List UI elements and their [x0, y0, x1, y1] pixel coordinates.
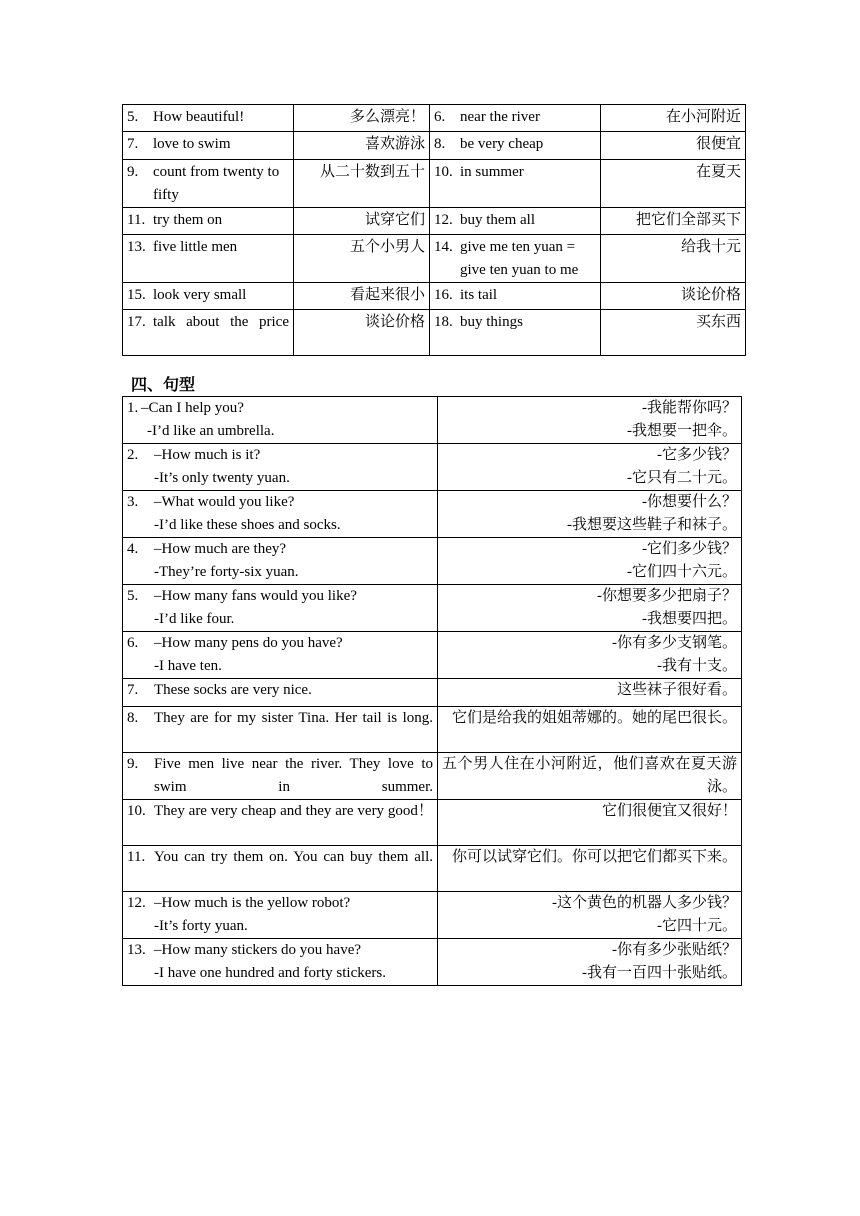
chinese-sentence: -它多少钱？: [657, 447, 737, 463]
sentence-english-cell: [123, 707, 438, 753]
item-number: 6.: [127, 635, 139, 651]
chinese-meaning: 买东西: [695, 314, 741, 330]
chinese-meaning: 谈论价格: [680, 287, 741, 303]
vocab-row: [123, 160, 746, 208]
item-number: 9.: [127, 164, 139, 180]
chinese-sentence: -这个黄色的机器人多少钱？: [552, 895, 737, 911]
chinese-response: -我想要一把伞。: [627, 423, 737, 439]
vocab-english-cell: [123, 132, 294, 160]
chinese-sentence: -你想要什么？: [642, 494, 737, 510]
item-number: 2.: [127, 447, 139, 463]
sentence-row: [123, 892, 742, 939]
chinese-sentence: 你可以试穿它们。你可以把它们都买下来。: [451, 849, 737, 865]
english-phrase: near the river: [460, 109, 540, 125]
vocab-english-cell: [430, 105, 601, 132]
english-response: -I have one hundred and forty stickers.: [154, 965, 387, 981]
sentence-english-cell: [123, 679, 438, 707]
english-sentence: –How many stickers do you have?: [154, 942, 362, 958]
sentence-chinese-cell: [438, 707, 742, 753]
chinese-response: -它只有二十元。: [627, 470, 737, 486]
chinese-sentence: -你想要多少把扇子？: [597, 588, 737, 604]
english-response: -They’re forty-six yuan.: [154, 564, 299, 580]
chinese-sentence: -你有多少张贴纸？: [612, 942, 737, 958]
chinese-response: -我想要四把。: [642, 611, 737, 627]
english-sentence: You can try them on. You can buy them all.: [154, 849, 433, 865]
chinese-response: -它四十元。: [657, 918, 737, 934]
vocab-chinese-cell: [294, 208, 430, 235]
english-sentence: These socks are very nice.: [154, 682, 312, 698]
vocab-row: [123, 105, 746, 132]
sentence-row: [123, 679, 742, 707]
sentence-chinese-cell: [438, 753, 742, 800]
chinese-response: -我想要这些鞋子和袜子。: [567, 517, 737, 533]
sentence-chinese-cell: [438, 846, 742, 892]
vocab-chinese-cell: [601, 105, 746, 132]
english-phrase: its tail: [460, 287, 498, 303]
item-number: 11.: [127, 212, 146, 228]
chinese-sentence: 它们是给我的姐姐蒂娜的。她的尾巴很长。: [451, 710, 737, 726]
english-sentence: They are for my sister Tina. Her tail is long.: [154, 710, 433, 726]
sentence-chinese-cell: [438, 939, 742, 986]
chinese-meaning: 试穿它们: [364, 212, 425, 228]
chinese-response: -我有一百四十张贴纸。: [582, 965, 737, 981]
item-number: 5.: [127, 588, 139, 604]
chinese-sentence: 这些袜子很好看。: [616, 682, 737, 698]
vocab-row: [123, 208, 746, 235]
sentence-chinese-cell: [438, 632, 742, 679]
english-phrase: How beautiful!: [153, 109, 245, 125]
sentence-english-cell: [123, 538, 438, 585]
english-response: -I’d like these shoes and socks.: [154, 517, 341, 533]
vocab-chinese-cell: [294, 283, 430, 310]
sentence-chinese-cell: [438, 585, 742, 632]
section-heading: 四、句型: [131, 375, 196, 394]
english-sentence: They are very cheap and they are very good！: [154, 803, 433, 819]
item-number: 5.: [127, 109, 139, 125]
sentence-table: [122, 396, 742, 986]
english-sentence: –How much are they?: [154, 541, 287, 557]
english-response: -I have ten.: [154, 658, 222, 674]
vocab-chinese-cell: [294, 235, 430, 283]
item-number: 3.: [127, 494, 139, 510]
chinese-meaning: 在夏天: [695, 164, 741, 180]
vocab-english-cell: [123, 310, 294, 356]
english-phrase: buy things: [460, 314, 523, 330]
item-number: 7.: [127, 682, 139, 698]
item-number: 13.: [127, 239, 146, 255]
sentence-row: [123, 632, 742, 679]
vocabulary-rows: [123, 105, 746, 356]
chinese-meaning: 看起来很小: [349, 287, 425, 303]
sentence-row: [123, 585, 742, 632]
vocab-chinese-cell: [294, 132, 430, 160]
english-phrase: be very cheap: [460, 136, 544, 152]
sentence-english-cell: [123, 846, 438, 892]
item-number: 17.: [127, 314, 146, 330]
english-sentence: Five men live near the river. They love to swim in summer.: [154, 756, 433, 795]
sentence-row: [123, 846, 742, 892]
chinese-meaning: 很便宜: [695, 136, 741, 152]
vocab-english-cell: [430, 283, 601, 310]
chinese-meaning: 喜欢游泳: [364, 136, 425, 152]
chinese-meaning: 在小河附近: [665, 109, 741, 125]
vocabulary-table: [122, 104, 746, 356]
vocab-row: [123, 235, 746, 283]
english-phrase: buy them all: [460, 212, 535, 228]
chinese-meaning: 五个小男人: [349, 239, 425, 255]
item-number: 10.: [127, 803, 146, 819]
english-phrase: five little men: [153, 239, 238, 255]
english-sentence: –What would you like?: [154, 494, 295, 510]
item-number: 8.: [434, 136, 446, 152]
english-response: -I’d like an umbrella.: [147, 423, 275, 439]
chinese-meaning: 把它们全部买下: [635, 212, 741, 228]
chinese-response: -我有十支。: [657, 658, 737, 674]
sentence-chinese-cell: [438, 444, 742, 491]
item-number: 14.: [434, 239, 453, 255]
item-number: 7.: [127, 136, 139, 152]
vocab-row: [123, 283, 746, 310]
item-number: 13.: [127, 942, 146, 958]
vocab-chinese-cell: [601, 160, 746, 208]
vocab-chinese-cell: [601, 235, 746, 283]
vocab-english-cell: [430, 132, 601, 160]
sentence-chinese-cell: [438, 892, 742, 939]
chinese-sentence: -我能帮你吗？: [642, 400, 737, 416]
sentence-english-cell: [123, 939, 438, 986]
vocab-row: [123, 310, 746, 356]
item-number: 1.: [127, 400, 139, 416]
english-phrase: love to swim: [153, 136, 231, 152]
item-number: 6.: [434, 109, 446, 125]
chinese-sentence: -你有多少支钢笔。: [612, 635, 737, 651]
sentence-row: [123, 397, 742, 444]
vocab-chinese-cell: [601, 208, 746, 235]
english-phrase: in summer: [460, 164, 524, 180]
english-phrase: talk about the price: [153, 314, 289, 330]
chinese-sentence: 五个男人住在小河附近，他们喜欢在夏天游泳。: [442, 756, 737, 795]
sentence-english-cell: [123, 892, 438, 939]
vocab-chinese-cell: [294, 310, 430, 356]
english-phrase: look very small: [153, 287, 247, 303]
english-response: -I’d like four.: [154, 611, 235, 627]
item-number: 8.: [127, 710, 139, 726]
vocab-english-cell: [430, 208, 601, 235]
chinese-meaning: 从二十数到五十: [319, 164, 425, 180]
item-number: 15.: [127, 287, 146, 303]
item-number: 12.: [434, 212, 453, 228]
item-number: 10.: [434, 164, 453, 180]
chinese-sentence: 它们很便宜又很好！: [601, 803, 737, 819]
english-phrase: try them on: [153, 212, 223, 228]
vocab-chinese-cell: [601, 310, 746, 356]
sentence-row: [123, 707, 742, 753]
sentence-row: [123, 939, 742, 986]
vocab-english-cell: [123, 160, 294, 208]
vocab-chinese-cell: [294, 160, 430, 208]
item-number: 16.: [434, 287, 453, 303]
sentence-chinese-cell: [438, 397, 742, 444]
sentence-english-cell: [123, 585, 438, 632]
english-sentence: –How many pens do you have?: [154, 635, 343, 651]
vocab-chinese-cell: [294, 105, 430, 132]
vocab-chinese-cell: [601, 283, 746, 310]
sentence-chinese-cell: [438, 491, 742, 538]
chinese-meaning: 多么漂亮！: [349, 109, 425, 125]
sentence-row: [123, 753, 742, 800]
chinese-meaning: 给我十元: [680, 239, 741, 255]
sentence-row: [123, 491, 742, 538]
item-number: 18.: [434, 314, 453, 330]
sentence-rows: [123, 397, 742, 986]
item-number: 9.: [127, 756, 139, 772]
sentence-english-cell: [123, 491, 438, 538]
vocab-row: [123, 132, 746, 160]
vocab-english-cell: [123, 283, 294, 310]
sentence-english-cell: [123, 397, 438, 444]
vocab-english-cell: [430, 160, 601, 208]
vocab-chinese-cell: [601, 132, 746, 160]
english-sentence: –How much is it?: [154, 447, 261, 463]
item-number: 12.: [127, 895, 146, 911]
english-response: -It’s forty yuan.: [154, 918, 248, 934]
item-number: 11.: [127, 849, 146, 865]
sentence-row: [123, 800, 742, 846]
chinese-response: -它们四十六元。: [627, 564, 737, 580]
sentence-english-cell: [123, 632, 438, 679]
vocab-english-cell: [430, 235, 601, 283]
english-sentence: –Can I help you?: [141, 400, 244, 416]
english-sentence: –How many fans would you like?: [154, 588, 357, 604]
sentence-english-cell: [123, 753, 438, 800]
item-number: 4.: [127, 541, 139, 557]
chinese-meaning: 谈论价格: [364, 314, 425, 330]
sentence-english-cell: [123, 444, 438, 491]
sentence-chinese-cell: [438, 538, 742, 585]
english-phrase: give me ten yuan = give ten yuan to me: [460, 239, 579, 278]
chinese-sentence: -它们多少钱？: [642, 541, 737, 557]
english-response: -It’s only twenty yuan.: [154, 470, 290, 486]
vocab-english-cell: [123, 208, 294, 235]
vocab-english-cell: [430, 310, 601, 356]
sentence-row: [123, 444, 742, 491]
vocab-english-cell: [123, 235, 294, 283]
sentence-english-cell: [123, 800, 438, 846]
vocab-english-cell: [123, 105, 294, 132]
sentence-chinese-cell: [438, 679, 742, 707]
english-phrase: count from twenty to fifty: [153, 164, 280, 203]
sentence-chinese-cell: [438, 800, 742, 846]
english-sentence: –How much is the yellow robot?: [154, 895, 351, 911]
sentence-row: [123, 538, 742, 585]
